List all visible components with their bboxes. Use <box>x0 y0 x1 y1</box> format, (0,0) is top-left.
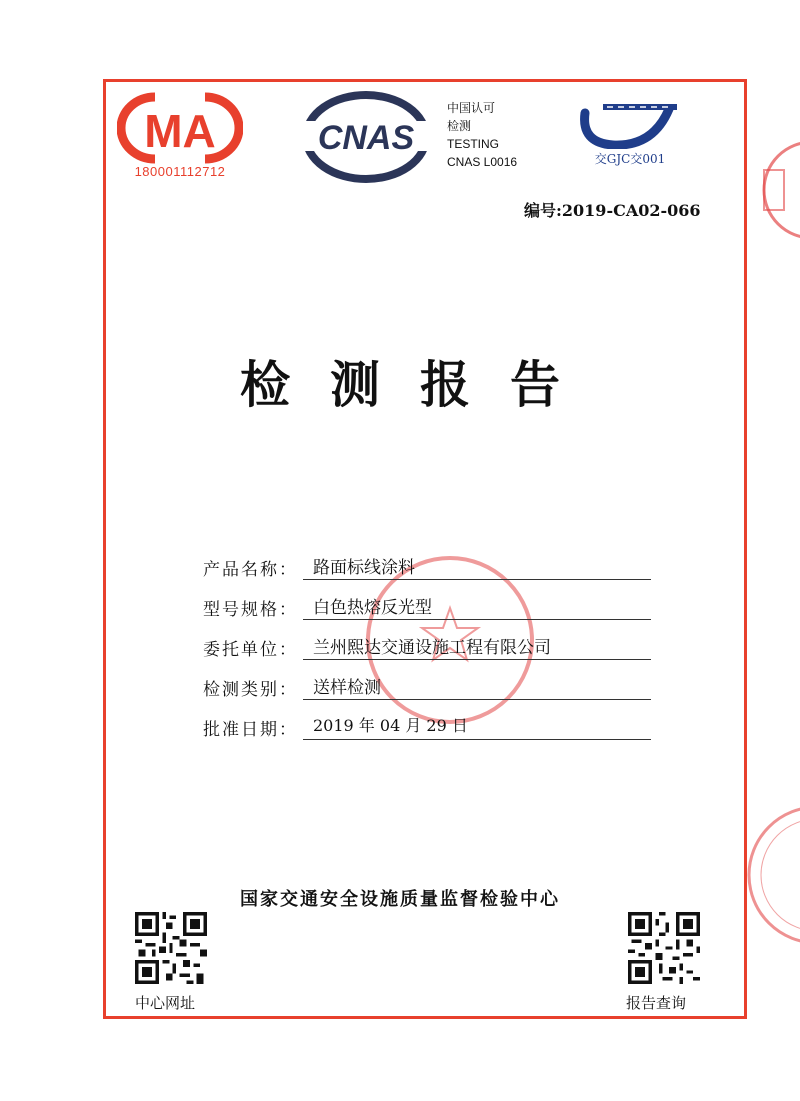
product-name-label: 产品名称： <box>203 560 298 580</box>
cnas-logo-text: CNAS <box>317 119 415 157</box>
cnas-line-4: CNAS L0016 <box>447 155 518 169</box>
report-info-fields <box>203 547 651 747</box>
cnas-line-3: TESTING <box>447 137 500 151</box>
gjc-road-logo <box>573 103 683 149</box>
cma-logo <box>117 91 243 165</box>
model-spec-field <box>303 587 651 620</box>
issuing-organization: 国家交通安全设施质量监督检验中心 <box>240 889 560 910</box>
info-row-client <box>203 627 651 667</box>
client-label: 委托单位： <box>203 640 298 660</box>
edge-seal-fragment-bottom <box>742 800 800 950</box>
cma-logo-text: MA <box>144 105 216 157</box>
website-qr-code[interactable] <box>135 912 207 984</box>
website-qr-label: 中心网址 <box>135 994 196 1012</box>
edge-seal-fragment-top <box>742 140 800 240</box>
report-title: 检测报告 <box>240 356 600 414</box>
approval-date-label: 批准日期： <box>203 720 298 740</box>
cnas-accreditation-text <box>447 99 517 171</box>
approval-date-value: 2019 年 04 月 29 日 <box>313 716 468 735</box>
model-spec-value: 白色热熔反光型 <box>313 598 432 618</box>
test-category-field <box>303 667 651 700</box>
report-query-qr-label: 报告查询 <box>626 994 687 1012</box>
product-name-field <box>303 547 651 580</box>
client-field <box>303 627 651 660</box>
cnas-line-1: 中国认可 <box>447 101 496 115</box>
model-spec-label: 型号规格： <box>203 600 298 620</box>
cnas-logo <box>300 91 432 183</box>
client-value: 兰州熙达交通设施工程有限公司 <box>313 638 551 658</box>
product-name-value: 路面标线涂料 <box>313 558 415 578</box>
cma-certificate-number: 180001112712 <box>134 164 226 179</box>
report-query-qr-code[interactable] <box>628 912 700 984</box>
approval-date-field <box>303 707 651 740</box>
test-category-value: 送样检测 <box>313 678 381 698</box>
info-row-approval-date <box>203 707 651 747</box>
info-row-test-category <box>203 667 651 707</box>
info-row-model-spec <box>203 587 651 627</box>
test-category-label: 检测类别： <box>203 680 298 700</box>
cnas-line-2: 检测 <box>447 119 472 133</box>
report-number: 编号:2019-CA02-066 <box>524 201 701 220</box>
gjc-code: 交GJC交001 <box>594 152 666 166</box>
info-row-product-name <box>203 547 651 587</box>
